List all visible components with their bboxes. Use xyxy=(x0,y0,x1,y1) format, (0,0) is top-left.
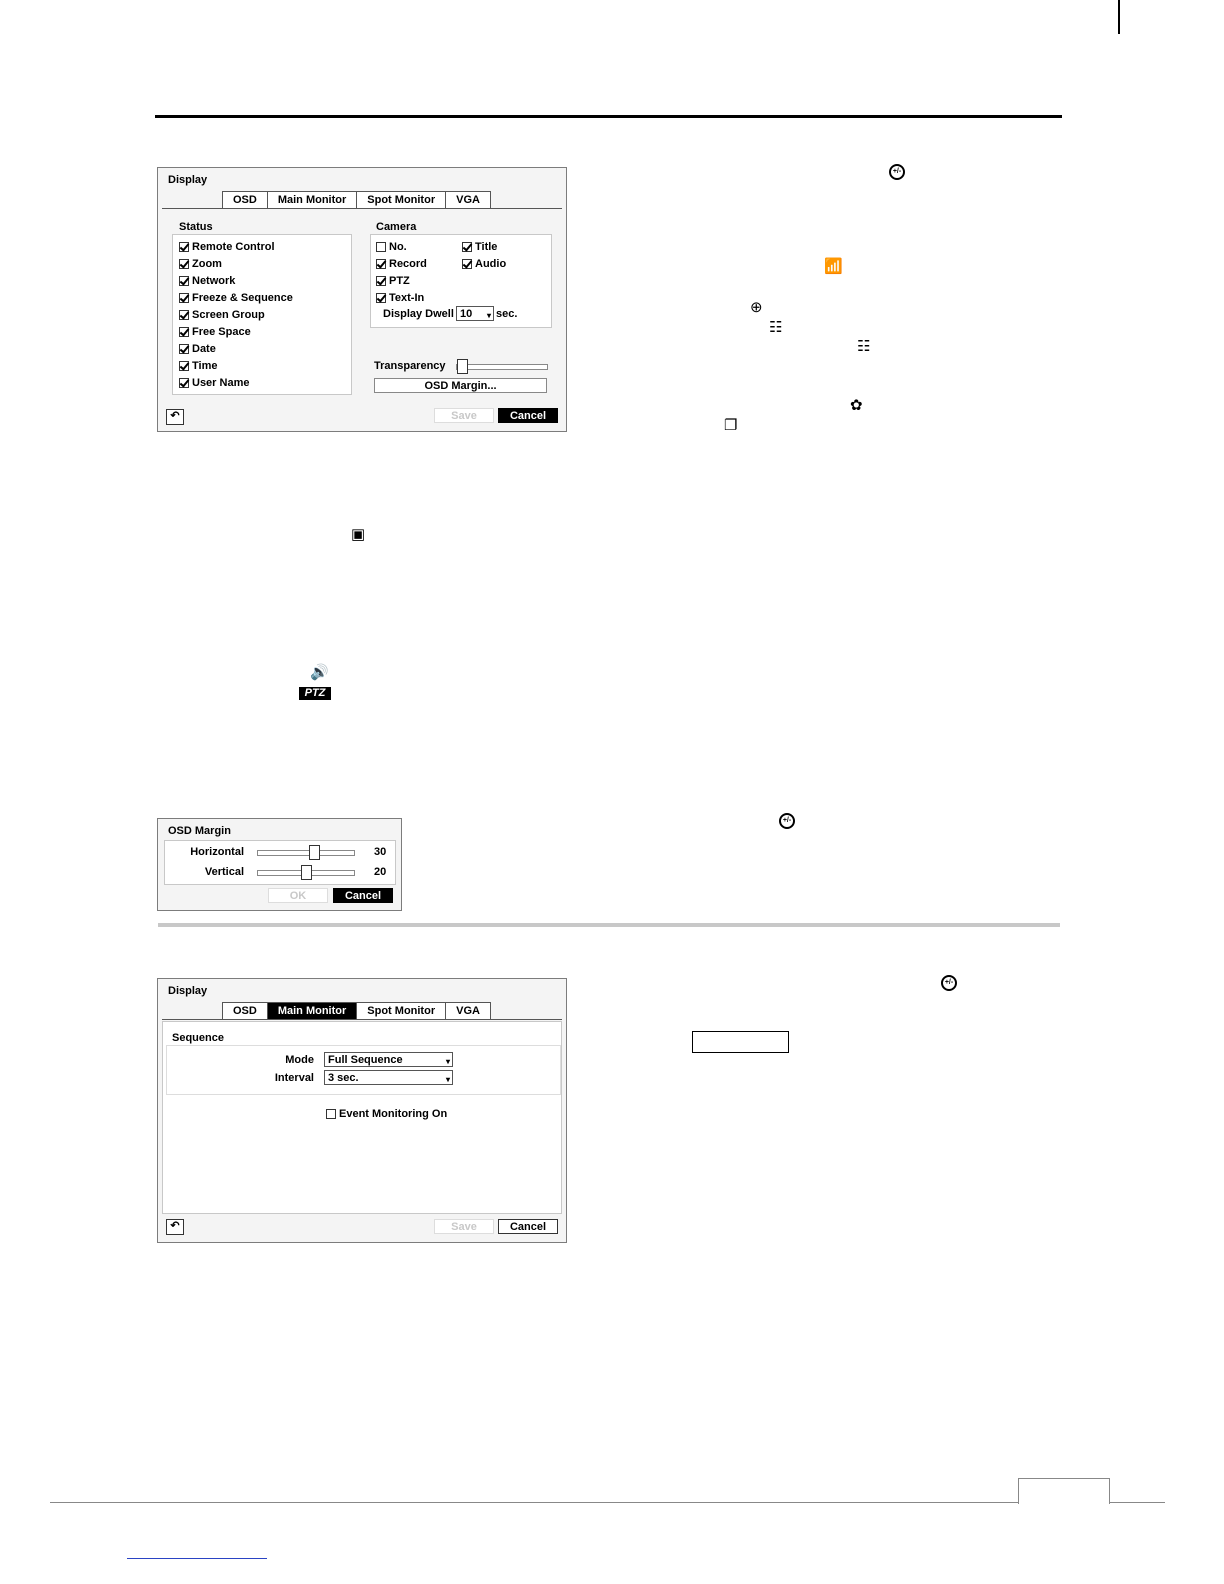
dialog-title: OSD Margin xyxy=(168,825,231,837)
horizontal-slider-thumb[interactable] xyxy=(309,845,320,860)
status-checkbox[interactable] xyxy=(179,256,222,271)
checkbox-box xyxy=(179,327,189,337)
icon-text: +/- xyxy=(892,168,902,175)
event-monitoring-checkbox[interactable] xyxy=(326,1106,447,1121)
vertical-label: Vertical xyxy=(204,866,244,878)
tab-osd[interactable]: OSD xyxy=(222,1002,268,1020)
checkbox-label: User Name xyxy=(192,376,250,389)
status-checkbox[interactable] xyxy=(179,341,216,356)
tab-vga[interactable]: VGA xyxy=(445,1002,491,1020)
checkbox-label: Audio xyxy=(475,257,507,270)
page-number-tab xyxy=(1018,1478,1110,1504)
section-divider xyxy=(158,923,1060,927)
status-checkbox[interactable] xyxy=(179,273,235,288)
checkbox-box xyxy=(179,242,189,252)
dialog-title: Display xyxy=(168,174,208,186)
mode-select[interactable]: Full Sequence ▾ xyxy=(324,1052,453,1067)
remote-control-icon xyxy=(941,975,957,991)
mode-label: Mode xyxy=(285,1054,314,1066)
tab-vga[interactable]: VGA xyxy=(445,191,491,209)
status-checkbox[interactable] xyxy=(179,239,275,254)
audio-icon: 🔊 xyxy=(310,664,329,681)
checkbox-box xyxy=(376,242,386,252)
horizontal-label: Horizontal xyxy=(190,846,244,858)
checkbox-box xyxy=(376,259,386,269)
dialog-title: Display xyxy=(168,985,208,997)
tab-bar xyxy=(222,1002,490,1020)
transparency-slider-thumb[interactable] xyxy=(457,359,468,374)
sequence-label: Sequence xyxy=(172,1032,224,1044)
tab-spot-monitor[interactable]: Spot Monitor xyxy=(356,1002,446,1020)
tab-underline xyxy=(162,1019,562,1020)
status-checkbox[interactable] xyxy=(179,324,251,339)
save-button[interactable]: Save xyxy=(434,408,494,423)
display-main-monitor-dialog xyxy=(157,978,567,1243)
interval-select[interactable]: 3 sec. ▾ xyxy=(324,1070,453,1085)
status-checkbox[interactable] xyxy=(179,290,293,305)
checkbox-label: Time xyxy=(192,359,218,372)
checkbox-label: Freeze & Sequence xyxy=(192,291,293,304)
checkbox-label: Network xyxy=(192,274,236,287)
horizontal-value: 30 xyxy=(374,846,387,858)
status-checkbox[interactable] xyxy=(179,307,265,322)
freeze-icon: ✿ xyxy=(850,397,863,414)
tab-osd[interactable]: OSD xyxy=(222,191,268,209)
network-connected-icon: ☷ xyxy=(769,319,783,336)
display-dwell-spinner[interactable] xyxy=(456,306,494,321)
display-dwell-value: 10 xyxy=(460,308,473,320)
checkbox-label: Zoom xyxy=(192,257,222,270)
cancel-button[interactable]: Cancel xyxy=(498,1219,558,1234)
button-outline-box xyxy=(692,1031,789,1053)
status-checkbox[interactable] xyxy=(179,358,217,373)
osd-margin-dialog xyxy=(157,818,402,911)
checkbox-box xyxy=(179,310,189,320)
network-disconnected-icon: ☷ xyxy=(857,338,871,355)
checkbox-label: Screen Group xyxy=(192,308,265,321)
checkbox-label: No. xyxy=(389,240,407,253)
ptz-icon: PTZ xyxy=(299,687,331,700)
transparency-label: Transparency xyxy=(374,360,446,372)
checkbox-label: Date xyxy=(192,342,216,355)
checkbox-box xyxy=(179,276,189,286)
checkbox-box xyxy=(179,344,189,354)
camera-ptz-checkbox[interactable] xyxy=(376,273,410,288)
checkbox-box xyxy=(376,293,386,303)
tab-spot-monitor[interactable]: Spot Monitor xyxy=(356,191,446,209)
checkbox-label: Event Monitoring On xyxy=(339,1107,448,1120)
checkbox-label: PTZ xyxy=(389,274,410,287)
icon-text: +/- xyxy=(782,817,792,824)
footer-rule xyxy=(50,1502,1165,1503)
display-dwell-unit: sec. xyxy=(496,308,518,320)
checkbox-box xyxy=(179,293,189,303)
checkbox-box xyxy=(179,361,189,371)
vertical-value: 20 xyxy=(374,866,387,878)
status-group-label: Status xyxy=(179,221,213,233)
checkbox-label: Text-In xyxy=(389,291,425,304)
interval-label: Interval xyxy=(274,1072,314,1084)
checkbox-label: Title xyxy=(475,240,498,253)
checkbox-box xyxy=(326,1109,336,1119)
checkbox-box xyxy=(462,242,472,252)
margin-line xyxy=(1118,0,1120,34)
icon-text: +/- xyxy=(944,979,954,986)
camera-no-checkbox[interactable] xyxy=(376,239,407,254)
record-icon: ▣ xyxy=(351,526,366,543)
camera-text-in-checkbox[interactable] xyxy=(376,290,424,305)
footer-link-line xyxy=(127,1558,267,1559)
cancel-button[interactable]: Cancel xyxy=(498,408,558,423)
tab-main-monitor[interactable]: Main Monitor xyxy=(267,191,357,209)
checkbox-label: Record xyxy=(389,257,427,270)
remote-control-icon xyxy=(779,813,795,829)
back-icon[interactable]: ↶ xyxy=(166,1219,184,1235)
tab-underline xyxy=(162,208,562,209)
camera-group-label: Camera xyxy=(376,221,417,233)
ok-button[interactable]: OK xyxy=(268,888,328,903)
display-osd-dialog xyxy=(157,167,567,432)
display-dwell-label: Display Dwell xyxy=(383,308,454,320)
transparency-slider-track[interactable] xyxy=(456,364,548,370)
osd-margin-button[interactable]: OSD Margin... xyxy=(374,378,547,393)
horizontal-slider-track[interactable] xyxy=(257,850,355,856)
checkbox-box xyxy=(462,259,472,269)
tab-main-monitor[interactable]: Main Monitor xyxy=(267,1002,357,1020)
status-checkbox[interactable] xyxy=(179,375,249,390)
header-rule xyxy=(155,115,1062,118)
checkbox-box xyxy=(376,276,386,286)
camera-title-checkbox[interactable] xyxy=(462,239,497,254)
checkbox-box xyxy=(179,259,189,269)
tab-bar xyxy=(222,191,490,209)
screen-group-icon: ❐ xyxy=(724,417,738,434)
camera-record-checkbox[interactable] xyxy=(376,256,427,271)
checkbox-label: Remote Control xyxy=(192,240,275,253)
vertical-slider-thumb[interactable] xyxy=(301,865,312,880)
zoom-icon: ⊕ xyxy=(750,299,763,316)
remote-control-icon xyxy=(889,164,905,180)
back-icon[interactable]: ↶ xyxy=(166,409,184,425)
camera-audio-checkbox[interactable] xyxy=(462,256,506,271)
cancel-button[interactable]: Cancel xyxy=(333,888,393,903)
checkbox-label: Free Space xyxy=(192,325,251,338)
save-button[interactable]: Save xyxy=(434,1219,494,1234)
checkbox-box xyxy=(179,378,189,388)
network-wifi-icon: 📶 xyxy=(824,258,843,275)
